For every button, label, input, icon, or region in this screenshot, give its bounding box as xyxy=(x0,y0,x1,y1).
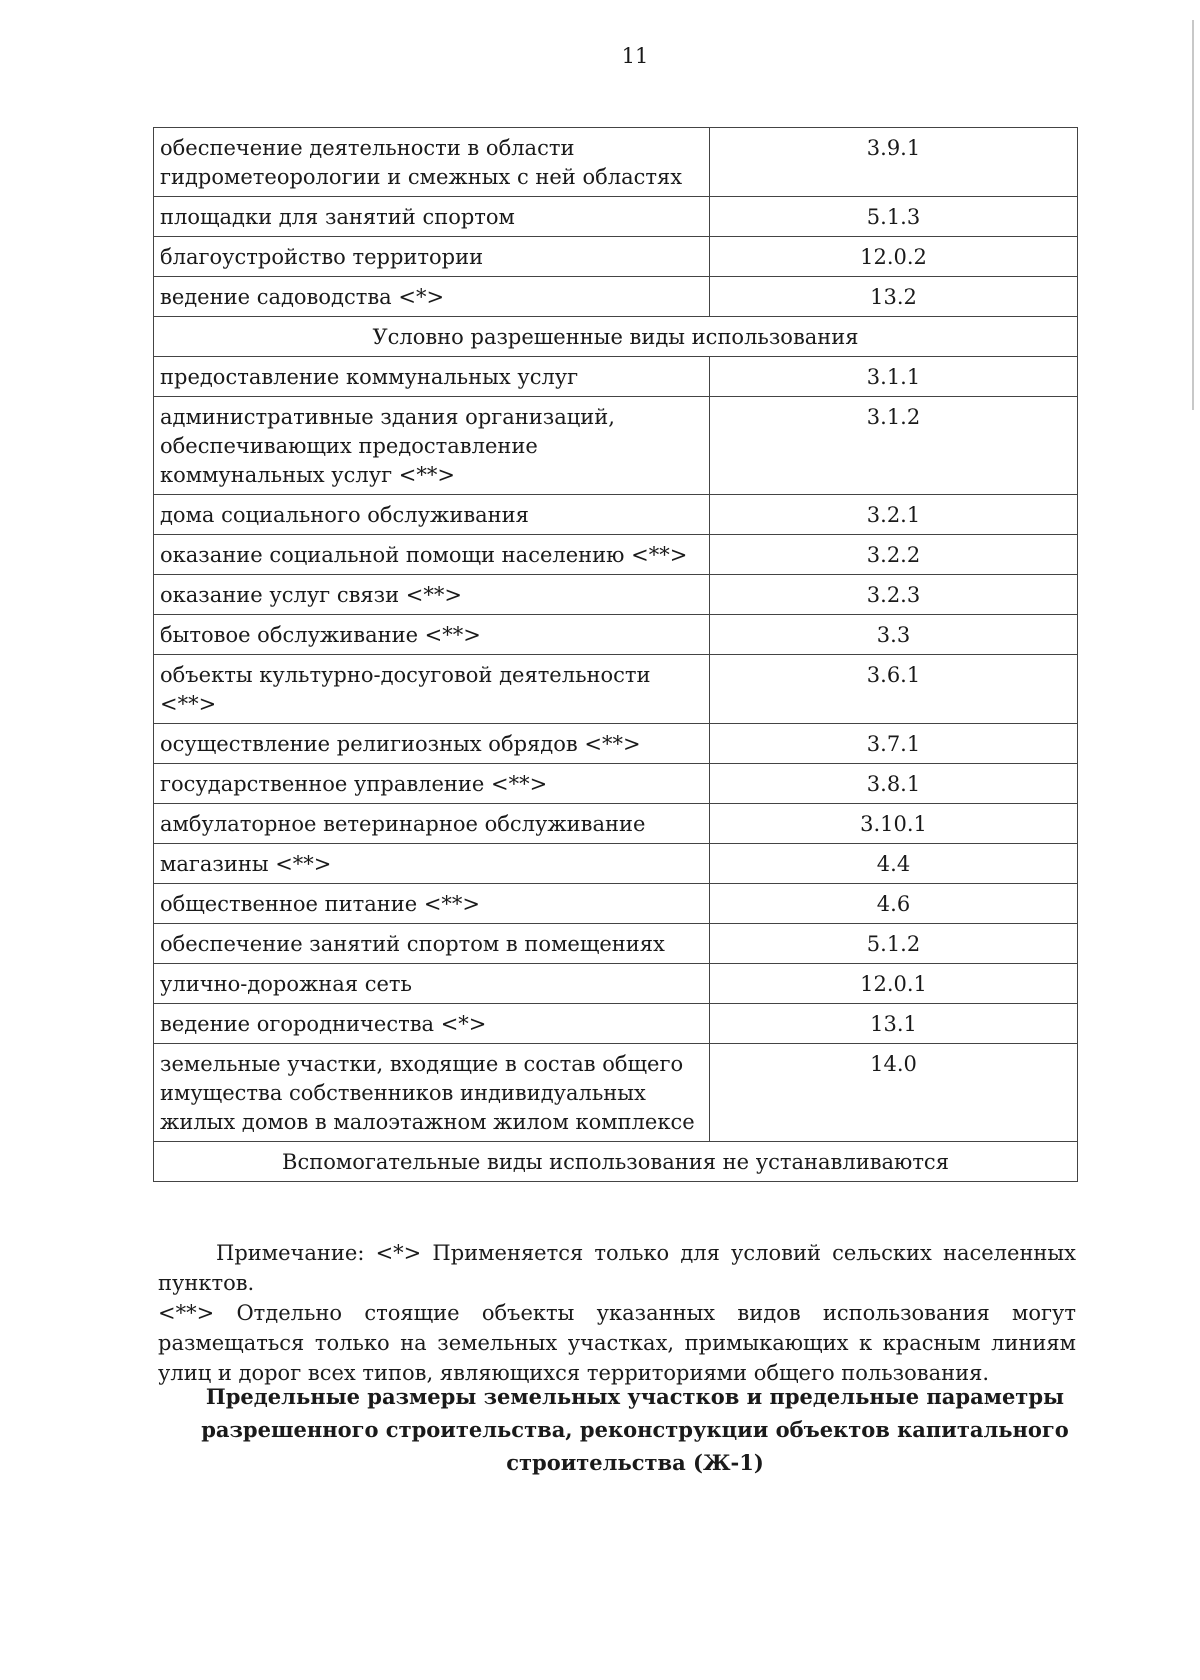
use-code: 3.2.2 xyxy=(710,535,1078,575)
use-name: обеспечение занятий спортом в помещениях xyxy=(154,924,710,964)
use-name: государственное управление <**> xyxy=(154,764,710,804)
use-name: земельные участки, входящие в состав общего имущества собственников индивидуальных жилых домов в малоэтажном жилом комплексе xyxy=(154,1044,710,1142)
section-heading: Предельные размеры земельных участков и предельные параметры разрешенного строительства, реконструкции объектов капитального строительства (Ж-1) xyxy=(201,1384,1069,1475)
table-row xyxy=(154,804,1078,844)
use-code: 12.0.2 xyxy=(710,237,1078,277)
use-name: общественное питание <**> xyxy=(154,884,710,924)
table-row xyxy=(154,495,1078,535)
table-row xyxy=(154,764,1078,804)
use-code: 5.1.3 xyxy=(710,197,1078,237)
scan-edge-mark xyxy=(1192,20,1194,410)
use-code: 3.1.2 xyxy=(710,397,1078,495)
use-code: 13.1 xyxy=(710,1004,1078,1044)
table-row xyxy=(154,237,1078,277)
use-code: 4.6 xyxy=(710,884,1078,924)
use-code: 4.4 xyxy=(710,844,1078,884)
use-code: 14.0 xyxy=(710,1044,1078,1142)
table-row xyxy=(154,128,1078,197)
use-name: административные здания организаций, обеспечивающих предоставление коммунальных услуг <**> xyxy=(154,397,710,495)
table-row xyxy=(154,357,1078,397)
footnote xyxy=(158,1238,1076,1388)
use-name: площадки для занятий спортом xyxy=(154,197,710,237)
table-row xyxy=(154,535,1078,575)
use-name: благоустройство территории xyxy=(154,237,710,277)
use-name: амбулаторное ветеринарное обслуживание xyxy=(154,804,710,844)
use-code: 5.1.2 xyxy=(710,924,1078,964)
use-name: ведение садоводства <*> xyxy=(154,277,710,317)
use-code: 12.0.1 xyxy=(710,964,1078,1004)
page-number: 11 xyxy=(621,44,649,68)
use-code: 3.3 xyxy=(710,615,1078,655)
table-row xyxy=(154,277,1078,317)
section-heading-row xyxy=(154,1142,1078,1182)
conditional-uses-heading: Условно разрешенные виды использования xyxy=(154,317,1078,357)
table-row xyxy=(154,397,1078,495)
table-row xyxy=(154,615,1078,655)
use-name: ведение огородничества <*> xyxy=(154,1004,710,1044)
use-name: дома социального обслуживания xyxy=(154,495,710,535)
table-row xyxy=(154,964,1078,1004)
table-row xyxy=(154,1044,1078,1142)
use-name: осуществление религиозных обрядов <**> xyxy=(154,724,710,764)
use-code: 3.9.1 xyxy=(710,128,1078,197)
use-name: объекты культурно-досуговой деятельности <**> xyxy=(154,655,710,724)
use-name: предоставление коммунальных услуг xyxy=(154,357,710,397)
use-code: 3.7.1 xyxy=(710,724,1078,764)
use-name: улично-дорожная сеть xyxy=(154,964,710,1004)
table-row xyxy=(154,844,1078,884)
table-row xyxy=(154,1004,1078,1044)
table-row xyxy=(154,924,1078,964)
footnote-line-2: <**> Отдельно стоящие объекты указанных видов использования могут размещаться только на земельных участках, примыкающих к красным линиям улиц и дорог всех типов, являющихся территориями общего пользования. xyxy=(158,1301,1076,1385)
use-name: магазины <**> xyxy=(154,844,710,884)
use-name: бытовое обслуживание <**> xyxy=(154,615,710,655)
section-heading-row xyxy=(154,317,1078,357)
table-row xyxy=(154,724,1078,764)
use-code: 3.6.1 xyxy=(710,655,1078,724)
use-code: 3.8.1 xyxy=(710,764,1078,804)
use-name: оказание социальной помощи населению <**> xyxy=(154,535,710,575)
table-row xyxy=(154,655,1078,724)
auxiliary-uses-note: Вспомогательные виды использования не устанавливаются xyxy=(154,1142,1078,1182)
use-code: 13.2 xyxy=(710,277,1078,317)
use-name: обеспечение деятельности в области гидрометеорологии и смежных с ней областях xyxy=(154,128,710,197)
use-code: 3.2.1 xyxy=(710,495,1078,535)
use-name: оказание услуг связи <**> xyxy=(154,575,710,615)
use-code: 3.1.1 xyxy=(710,357,1078,397)
use-code: 3.2.3 xyxy=(710,575,1078,615)
table-row xyxy=(154,197,1078,237)
table-row xyxy=(154,884,1078,924)
use-code: 3.10.1 xyxy=(710,804,1078,844)
land-use-table xyxy=(153,127,1078,1182)
footnote-line-1: Примечание: <*> Применяется только для условий сельских населенных пунктов. xyxy=(158,1241,1076,1295)
table-row xyxy=(154,575,1078,615)
